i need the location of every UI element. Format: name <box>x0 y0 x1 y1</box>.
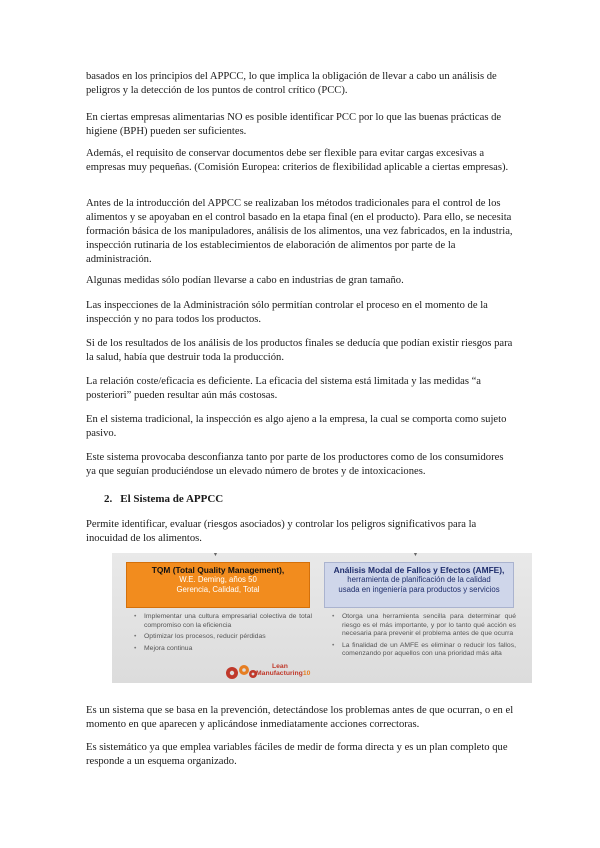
tqm-box <box>126 562 310 608</box>
section-number: 2. <box>104 493 113 505</box>
arrow-down-icon: ▼ <box>212 553 219 558</box>
amfe-list <box>330 613 516 662</box>
amfe-subtitle: usada en ingeniería para productos y servicios <box>338 585 500 594</box>
amfe-subtitle: herramienta de planificación de la calidad <box>347 575 491 584</box>
section-intro: Permite identificar, evaluar (riesgos asociados) y controlar los peligros significativos para la inocuidad de los alimentos. <box>86 519 477 544</box>
paragraph: Es un sistema que se basa en la prevención, detectándose los problemas antes de que ocurran, o en el momento en que aparecen y aplicándose inmediatamente acciones correctoras. <box>86 705 514 730</box>
logo-text: Lean Manufacturing10 <box>256 663 311 677</box>
tqm-subtitle: W.E. Deming, años 50 <box>179 575 257 584</box>
tqm-title: TQM (Total Quality Management), <box>151 565 285 575</box>
list-item: • Implementar una cultura empresarial colectiva de total compromiso con la eficiencia <box>132 613 312 630</box>
section-title: El Sistema de APPCC <box>120 493 224 505</box>
list-item: • Optimizar los procesos, reducir pérdidas <box>132 633 312 642</box>
list-item: • Mejora continua <box>132 645 312 654</box>
paragraph: La relación coste/eficacia es deficiente. La eficacia del sistema está limitada y las medidas “a posteriori” pueden resultar aún más costosas. <box>86 376 482 401</box>
section-heading <box>104 493 223 505</box>
paragraph: Además, el requisito de conservar documentos debe ser flexible para evitar cargas excesivas a empresas muy pequeñas. (Comisión Europea: criterios de flexibilidad aplicable a ciertas empresas). <box>86 148 509 173</box>
arrow-down-icon: ▼ <box>412 553 419 558</box>
paragraph: Es sistemático ya que emplea variables fáciles de medir de forma directa y es un plan completo que responde a un esquema organizado. <box>86 742 508 767</box>
amfe-title: Análisis Modal de Fallos y Efectos (AMFE), <box>333 565 505 575</box>
paragraph: En ciertas empresas alimentarias NO es posible identificar PCC por lo que las buenas prácticas de higiene (BPH) pueden ser suficientes. <box>86 112 502 137</box>
paragraph: En el sistema tradicional, la inspección es algo ajeno a la empresa, la cual se comporta como sujeto pasivo. <box>86 414 507 439</box>
gears-icon <box>224 661 258 681</box>
list-item: • La finalidad de un AMFE es eliminar o reducir los fallos, comenzando por aquellos con una prioridad más alta <box>330 642 516 659</box>
tqm-list <box>132 613 312 656</box>
comparison-figure <box>112 553 532 683</box>
paragraph: basados en los principios del APPCC, lo que implica la obligación de llevar a cabo un análisis de peligros y la detección de los puntos de control crítico (PCC). <box>86 71 497 96</box>
paragraph: Las inspecciones de la Administración sólo permitían controlar el proceso en el momento de la inspección y no para todos los productos. <box>86 300 488 325</box>
list-item: • Otorga una herramienta sencilla para determinar qué riesgo es el más importante, y por lo tanto qué acción es necesaria para prevenir el problema antes de que ocurra <box>330 613 516 639</box>
paragraph: Antes de la introducción del APPCC se realizaban los métodos tradicionales para el control de los alimentos y se apoyaban en el control basado en la etapa final (en el producto). Para ello, se necesita formación básica de los manipuladores, análisis de los alimentos, una vez fabricados, en la industria, inspección rutinaria de los establecimientos de elaboración de alimentos por parte de la administración. <box>86 198 513 265</box>
tqm-subtitle: Gerencia, Calidad, Total <box>176 585 260 594</box>
lean-manufacturing-logo <box>224 661 324 681</box>
paragraph: Algunas medidas sólo podían llevarse a cabo en industrias de gran tamaño. <box>86 275 404 286</box>
paragraph: Este sistema provocaba desconfianza tanto por parte de los productores como de los consumidores ya que seguían produciéndose un elevado número de brotes y de intoxicaciones. <box>86 452 504 477</box>
paragraph: Si de los resultados de los análisis de los productos finales se deducía que podían existir riesgos para la salud, había que destruir toda la producción. <box>86 338 513 363</box>
amfe-box <box>324 562 514 608</box>
